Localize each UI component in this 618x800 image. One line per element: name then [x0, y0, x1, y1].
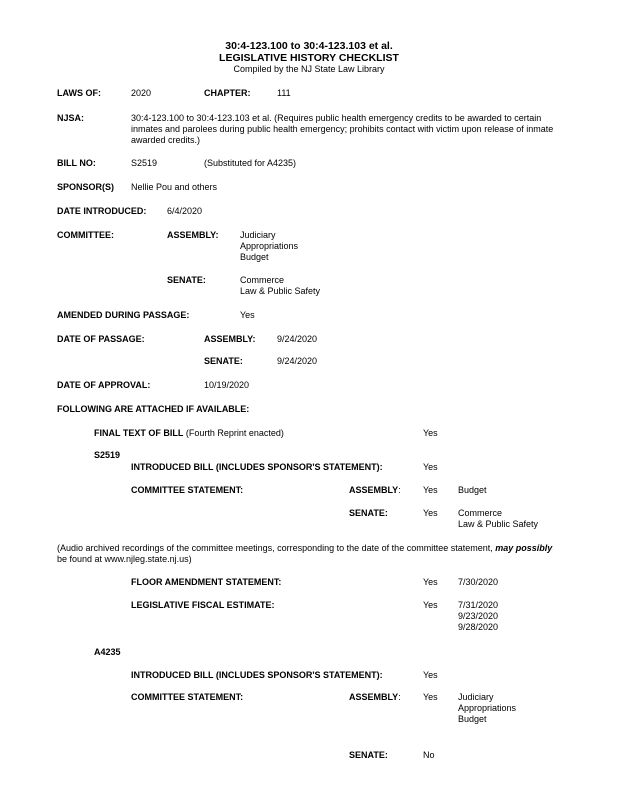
fiscal-estimate-date: 7/31/2020: [458, 600, 499, 610]
s2519-senate-label: SENATE:: [349, 508, 388, 518]
s2519-committee-statement-label: COMMITTEE STATEMENT:: [131, 485, 244, 495]
amended-value: Yes: [240, 310, 255, 320]
a4235-assembly-colon: :: [398, 692, 401, 702]
bill-substitution-note: (Substituted for A4235): [204, 158, 297, 168]
committee-assembly-item: Budget: [240, 252, 269, 262]
passage-assembly-date: 9/24/2020: [277, 334, 318, 344]
attached-heading: FOLLOWING ARE ATTACHED IF AVAILABLE:: [57, 404, 250, 414]
laws-of-label: LAWS OF:: [57, 88, 101, 98]
committee-senate-item: Commerce: [240, 275, 285, 285]
s2519-senate-committee: Law & Public Safety: [458, 519, 539, 529]
final-text-row: [94, 428, 284, 439]
a4235-introduced-label: INTRODUCED BILL (INCLUDES SPONSOR'S STATEMENT):: [131, 670, 383, 680]
a4235-heading: A4235: [94, 647, 121, 657]
s2519-senate-committee: Commerce: [458, 508, 503, 518]
committee-senate-item: Law & Public Safety: [240, 286, 321, 296]
passage-senate-date: 9/24/2020: [277, 356, 318, 366]
a4235-assembly-committee: Appropriations: [458, 703, 517, 713]
committee-assembly-item: Appropriations: [240, 241, 299, 251]
final-text-note: (Fourth Reprint enacted): [185, 428, 284, 438]
a4235-assembly-value: Yes: [423, 692, 438, 702]
fiscal-estimate-value: Yes: [423, 600, 438, 610]
final-text-value: Yes: [423, 428, 438, 438]
s2519-senate-value: Yes: [423, 508, 438, 518]
s2519-introduced-value: Yes: [423, 462, 438, 472]
a4235-introduced-value: Yes: [423, 670, 438, 680]
date-introduced-label: DATE INTRODUCED:: [57, 206, 147, 216]
audio-note-text: (Audio archived recordings of the committee meetings, corresponding to the date of the committee statement,: [57, 543, 496, 553]
chapter-label: CHAPTER:: [204, 88, 251, 98]
passage-assembly-label: ASSEMBLY:: [204, 334, 256, 344]
passage-senate-label: SENATE:: [204, 356, 243, 366]
a4235-senate-value: No: [423, 750, 435, 760]
s2519-assembly-colon: :: [398, 485, 401, 495]
doc-title-line2: LEGISLATIVE HISTORY CHECKLIST: [219, 52, 399, 64]
a4235-assembly-committee: Judiciary: [458, 692, 494, 702]
fiscal-estimate-date: 9/28/2020: [458, 622, 499, 632]
audio-note-line2: be found at www.njleg.state.nj.us): [57, 554, 192, 564]
amended-label: AMENDED DURING PASSAGE:: [57, 310, 190, 320]
s2519-assembly-committee: Budget: [458, 485, 487, 495]
sponsor-value: Nellie Pou and others: [131, 182, 218, 192]
s2519-assembly-label-row: [349, 485, 401, 496]
laws-of-year: 2020: [131, 88, 152, 98]
doc-subtitle: Compiled by the NJ State Law Library: [233, 64, 385, 74]
doc-title-line1: 30:4-123.100 to 30:4-123.103 et al.: [225, 40, 393, 52]
fiscal-estimate-date: 9/23/2020: [458, 611, 499, 621]
sponsor-label: SPONSOR(S): [57, 182, 115, 192]
chapter-number: 111: [277, 88, 291, 98]
final-text-label: FINAL TEXT OF BILL: [94, 428, 184, 438]
s2519-assembly-label: ASSEMBLY: [349, 485, 399, 495]
audio-note-line1: [57, 543, 552, 554]
njsa-description: 30:4-123.100 to 30:4-123.103 et al. (Requires public health emergency credits to be awarded to certain inmates and parolees during public health emergency; prohibits contact with victim upon release of inmate awarded credits.): [131, 113, 554, 145]
date-of-approval-value: 10/19/2020: [204, 380, 250, 390]
floor-amendment-label: FLOOR AMENDMENT STATEMENT:: [131, 577, 282, 587]
committee-assembly-item: Judiciary: [240, 230, 276, 240]
a4235-assembly-label-row: [349, 692, 401, 703]
fiscal-estimate-label: LEGISLATIVE FISCAL ESTIMATE:: [131, 600, 275, 610]
bill-no-label: BILL NO:: [57, 158, 96, 168]
committee-senate-label: SENATE:: [167, 275, 206, 285]
a4235-assembly-label: ASSEMBLY: [349, 692, 399, 702]
floor-amendment-value: Yes: [423, 577, 438, 587]
date-of-approval-label: DATE OF APPROVAL:: [57, 380, 151, 390]
committee-label: COMMITTEE:: [57, 230, 114, 240]
floor-amendment-date: 7/30/2020: [458, 577, 499, 587]
njsa-label: NJSA:: [57, 113, 85, 123]
date-introduced-value: 6/4/2020: [167, 206, 203, 216]
s2519-introduced-label: INTRODUCED BILL (INCLUDES SPONSOR'S STATEMENT):: [131, 462, 383, 472]
bill-number: S2519: [131, 158, 158, 168]
date-of-passage-label: DATE OF PASSAGE:: [57, 334, 145, 344]
a4235-assembly-committee: Budget: [458, 714, 487, 724]
a4235-committee-statement-label: COMMITTEE STATEMENT:: [131, 692, 244, 702]
s2519-heading: S2519: [94, 450, 121, 460]
audio-note-emphasis: may possibly: [495, 543, 553, 553]
committee-assembly-label: ASSEMBLY:: [167, 230, 219, 240]
s2519-assembly-value: Yes: [423, 485, 438, 495]
a4235-senate-label: SENATE:: [349, 750, 388, 760]
